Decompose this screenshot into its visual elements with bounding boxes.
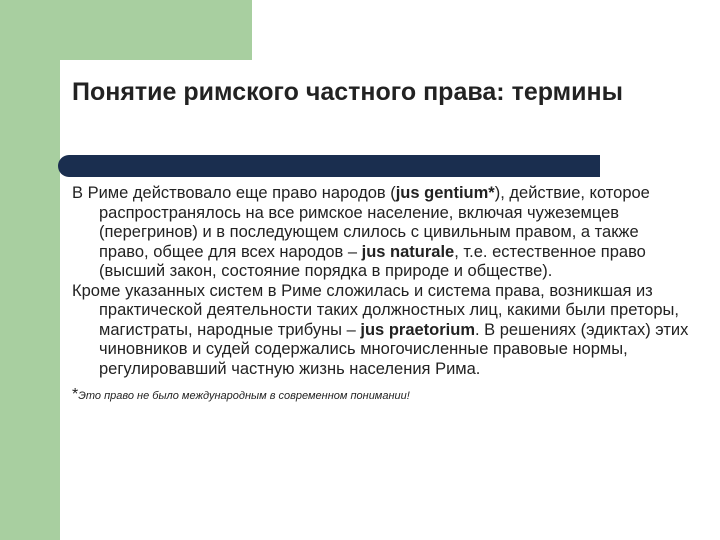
footnote-text: Это право не было международным в современном понимании!: [78, 390, 410, 402]
p1-text-3: , т.е. естественное право (высший закон, состояние порядка в природе и обществе).: [99, 242, 646, 280]
term-jus-gentium: jus gentium*: [395, 184, 495, 202]
paragraph-jus-gentium: [72, 184, 692, 282]
term-jus-praetorium: jus praetorium: [360, 320, 475, 339]
footnote-star: *: [72, 386, 79, 403]
slide-title: Понятие римского частного права: термины: [72, 78, 623, 106]
p2-text-2: . В решениях (эдиктах) этих чиновников и судей содержались многочисленные правовые нормы, регулировавший частную жизнь населения Рима.: [99, 320, 689, 378]
p1-text-1: В Риме действовало еще право народов (: [72, 184, 396, 202]
paragraph-jus-praetorium: [72, 282, 692, 380]
term-jus-naturale: jus naturale: [361, 242, 455, 261]
title-divider-bar: [58, 155, 600, 177]
footnote: [72, 385, 692, 407]
p1-text-2: ), действие, которое распространялось на все римское население, включая чужеземцев (перегринов) и в последующем слилось с цивильным правом, а также право, общее для всех народов –: [99, 184, 650, 261]
top-green-block: [0, 0, 252, 60]
left-green-strip: [0, 0, 60, 540]
slide-body: [72, 184, 692, 407]
p2-text-1: Кроме указанных систем в Риме сложилась и система права, возникшая из практической деятельности таких должностных лиц, какими были преторы, магистраты, народные трибуны –: [72, 281, 680, 339]
